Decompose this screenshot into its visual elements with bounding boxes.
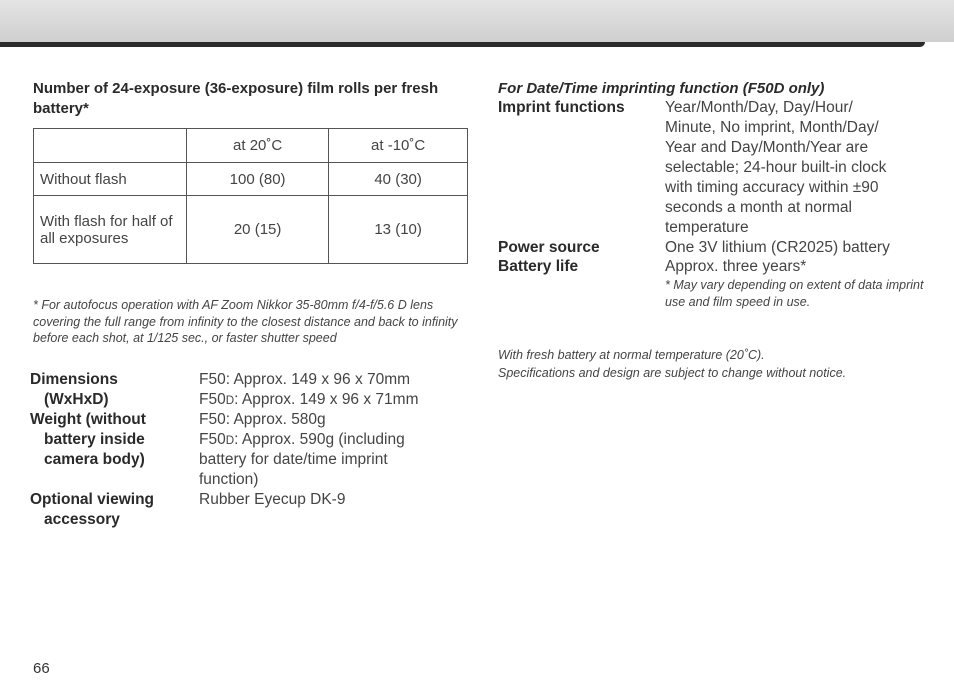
spec-label: camera body)	[44, 451, 145, 468]
top-band	[0, 0, 954, 42]
spec-label: Weight (without	[30, 411, 146, 428]
spec-label: Power source	[498, 239, 600, 256]
battery-life-footnote: * May vary depending on extent of data imprint use and film speed in use.	[665, 278, 924, 309]
table-row	[34, 163, 468, 196]
spec-power-source	[498, 238, 948, 258]
date-time-section-title: For Date/Time imprinting function (F50D only)	[498, 80, 825, 97]
spec-battery-life	[498, 257, 948, 277]
note-line: Specifications and design are subject to change without notice.	[498, 366, 847, 380]
top-rule	[0, 42, 925, 47]
film-rolls-table	[33, 128, 468, 264]
film-rolls-footnote: * For autofocus operation with AF Zoom Nikkor 35-80mm f/4-f/5.6 D lens covering the full range from infinity to the closest distance and back to infinity before each shot, at 1/125 sec., or faster shutter speed	[33, 298, 458, 345]
spec-value: F50D: Approx. 590g (including	[199, 431, 405, 448]
page-number: 66	[33, 660, 50, 677]
table-cell: 40 (30)	[329, 163, 468, 196]
spec-value: Approx. three years*	[665, 258, 807, 275]
table-row-label: With flash for half of all exposures	[34, 196, 187, 264]
note-line: With fresh battery at normal temperature (20˚C).	[498, 348, 765, 362]
spec-label: (WxHxD)	[44, 391, 109, 408]
spec-value: One 3V lithium (CR2025) battery	[665, 239, 890, 256]
spec-weight	[30, 410, 470, 490]
spec-label: battery inside	[44, 431, 145, 448]
spec-value: Year and Day/Month/Year are	[665, 139, 869, 156]
table-header-row	[34, 129, 468, 163]
spec-dimensions	[30, 370, 470, 410]
spec-label: Optional viewing	[30, 491, 155, 508]
spec-label: Battery life	[498, 258, 579, 275]
table-row-label: Without flash	[34, 163, 187, 196]
spec-label: accessory	[44, 511, 120, 528]
table-header-cell: at -10˚C	[329, 129, 468, 163]
table-cell: 13 (10)	[329, 196, 468, 264]
spec-value: F50: Approx. 149 x 96 x 70mm	[199, 371, 411, 388]
spec-value: battery for date/time imprint	[199, 451, 388, 468]
spec-imprint-functions	[498, 98, 948, 238]
film-rolls-heading: Number of 24-exposure (36-exposure) film rolls per fresh battery*	[33, 80, 439, 117]
table-header-cell	[34, 129, 187, 163]
spec-value: Minute, No imprint, Month/Day/	[665, 119, 879, 136]
spec-value: function)	[199, 471, 259, 488]
spec-label: Dimensions	[30, 371, 118, 388]
spec-label: Imprint functions	[498, 99, 625, 116]
spec-value: with timing accuracy within ±90	[665, 179, 879, 196]
spec-value: seconds a month at normal	[665, 199, 852, 216]
table-header-cell: at 20˚C	[187, 129, 329, 163]
spec-value: F50D: Approx. 149 x 96 x 71mm	[199, 391, 419, 408]
table-row	[34, 196, 468, 264]
spec-value: Rubber Eyecup DK-9	[199, 491, 346, 508]
spec-optional-accessory	[30, 490, 470, 530]
spec-value: temperature	[665, 219, 749, 236]
general-notes	[498, 346, 938, 382]
spec-value: selectable; 24-hour built-in clock	[665, 159, 887, 176]
table-cell: 20 (15)	[187, 196, 329, 264]
table-cell: 100 (80)	[187, 163, 329, 196]
spec-value: Year/Month/Day, Day/Hour/	[665, 99, 853, 116]
spec-value: F50: Approx. 580g	[199, 411, 326, 428]
